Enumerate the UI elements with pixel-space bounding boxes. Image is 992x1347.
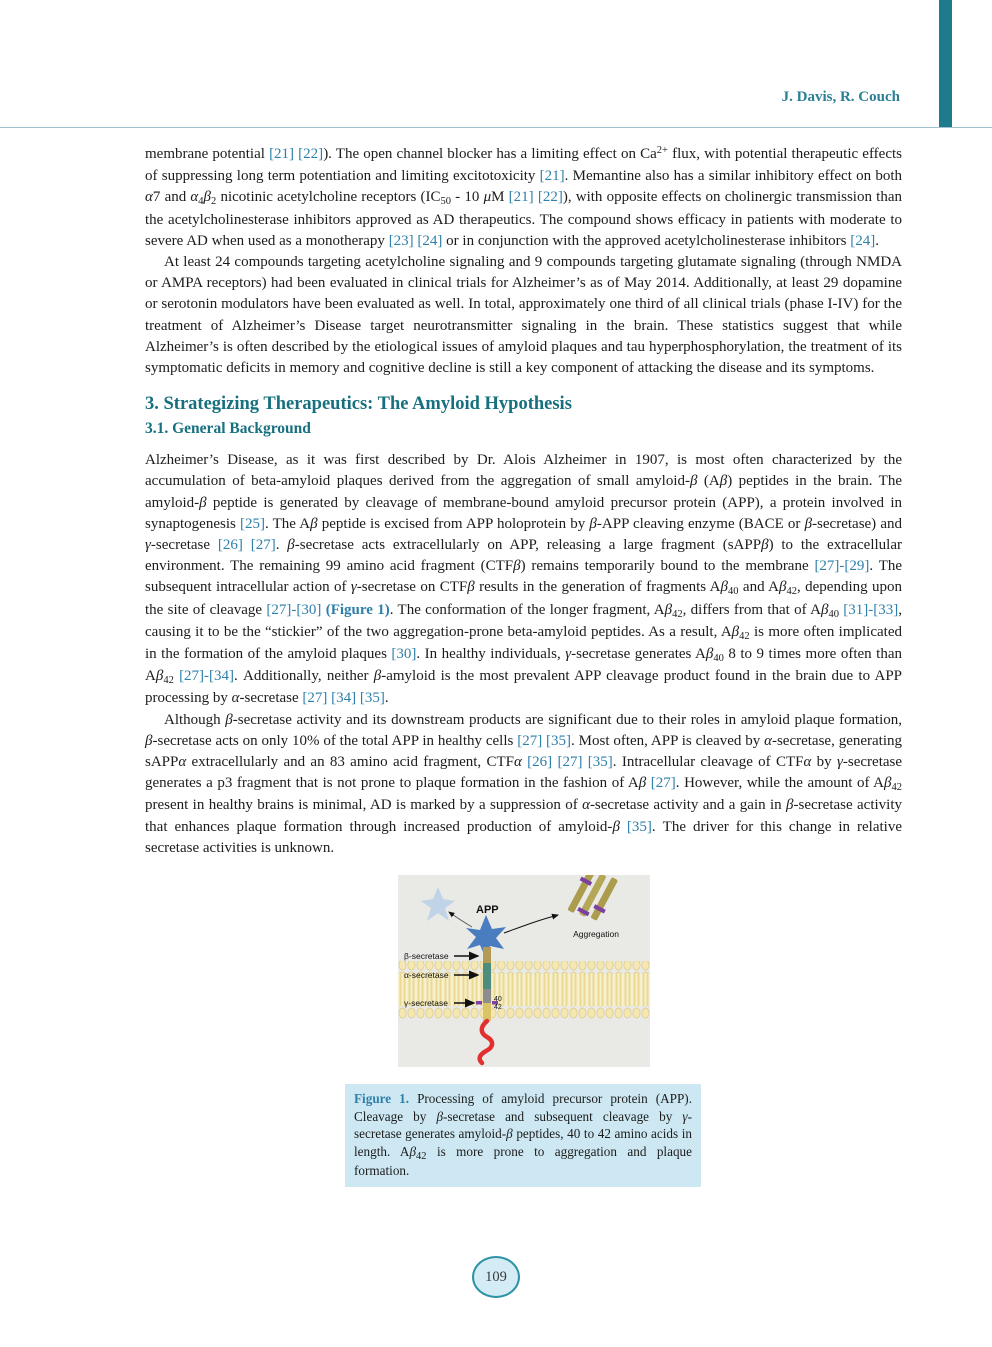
gamma-secretase-label: γ-secretase bbox=[404, 998, 448, 1009]
citation-link[interactable]: [21] [22] bbox=[508, 189, 563, 206]
text-segment: . The subsequent intracellular action of bbox=[145, 558, 903, 596]
text-segment: γ bbox=[565, 646, 572, 663]
citation-link[interactable]: [21] [22] bbox=[269, 146, 324, 162]
section-paragraphs bbox=[145, 450, 902, 859]
text-segment: β bbox=[409, 1143, 417, 1159]
text-segment: β bbox=[203, 189, 212, 206]
text-segment: M bbox=[491, 189, 509, 206]
text-segment: ). The open channel blocker has a limiting effect on Ca bbox=[323, 146, 657, 162]
text-segment: (A bbox=[697, 473, 720, 490]
paragraph bbox=[145, 450, 902, 709]
citation-link[interactable]: [27]-[34] bbox=[179, 668, 235, 685]
text-segment: -secretase generates a p3 fragment that is not prone to plaque formation in the fashion of A bbox=[145, 754, 903, 792]
text-segment: β bbox=[436, 1108, 444, 1124]
text-segment: β bbox=[589, 515, 597, 532]
text-segment: , differs from that of A bbox=[682, 601, 821, 618]
text-segment: peptide is excised from APP holoprotein by bbox=[317, 515, 590, 532]
text-segment: -secretase acts extracellularly on APP, releasing a large fragment (sAPP bbox=[294, 537, 762, 554]
text-segment: 8 to 9 times more often than A bbox=[145, 646, 902, 685]
paragraph bbox=[145, 710, 902, 859]
text-segment: . However, while the amount of A bbox=[675, 775, 885, 792]
figure1-caption bbox=[345, 1084, 701, 1187]
article-content bbox=[145, 144, 902, 1187]
text-segment: . Intracellular cleavage of CTF bbox=[612, 754, 804, 771]
text-segment: α bbox=[582, 797, 590, 814]
app-label: APP bbox=[476, 904, 499, 917]
text-segment: peptide is generated by cleavage of membrane-bound amyloid precursor protein (APP), a protein involved in synaptogenesis bbox=[145, 494, 902, 532]
paragraph bbox=[145, 252, 902, 379]
text-segment: 4 bbox=[198, 196, 204, 208]
text-segment: β bbox=[506, 1126, 513, 1142]
text-segment: . Memantine also has a similar inhibitory effect on both bbox=[564, 168, 902, 185]
text-segment: 42 bbox=[786, 586, 797, 598]
text-segment: is more prone to aggregation and plaque formation. bbox=[354, 1143, 692, 1179]
alpha-secretase-label: α-secretase bbox=[404, 970, 449, 981]
citation-link[interactable]: [27] [35] bbox=[517, 732, 572, 749]
text-segment: β bbox=[719, 473, 728, 490]
text-segment: β bbox=[731, 623, 740, 640]
text-segment: β bbox=[513, 558, 521, 575]
text-segment: -amyloid is the most prevalent APP cleavage product found in the brain due to APP processing by bbox=[145, 668, 903, 707]
aggregation-label: Aggregation bbox=[573, 929, 619, 940]
text-segment: β bbox=[664, 601, 673, 618]
figure-reference[interactable]: Figure 1. bbox=[354, 1091, 410, 1107]
text-segment: α bbox=[764, 732, 772, 749]
text-segment: γ bbox=[682, 1108, 688, 1124]
text-segment: ) remains temporarily bound to the membrane bbox=[520, 558, 815, 575]
text-segment: . The driver for this change in relative secretase activities is unknown. bbox=[145, 818, 902, 856]
citation-link[interactable]: [30] bbox=[391, 646, 417, 663]
corner-accent-bar bbox=[939, 0, 952, 127]
text-segment: α bbox=[145, 189, 153, 206]
text-segment: or in conjunction with the approved acetylcholinesterase inhibitors bbox=[442, 232, 851, 249]
text-segment: β bbox=[638, 775, 647, 792]
page-number-badge: 109 bbox=[472, 1256, 520, 1298]
text-segment: 40 bbox=[713, 653, 724, 665]
text-segment bbox=[620, 819, 627, 835]
text-segment: -secretase bbox=[239, 690, 303, 707]
citation-link[interactable]: [24] bbox=[850, 232, 876, 249]
text-segment: β bbox=[705, 646, 714, 663]
figure1-diagram bbox=[398, 875, 650, 1067]
label-40: 40 bbox=[494, 996, 502, 1004]
text-segment: -secretase generates amyloid- bbox=[354, 1108, 692, 1142]
text-segment: β bbox=[786, 797, 794, 814]
text-segment: β bbox=[155, 668, 164, 685]
text-segment: , causing it to be the “stickier” of the two aggregation-prone beta-amyloid peptides. As a result, A bbox=[145, 601, 903, 640]
citation-link[interactable]: [27] [34] [35] bbox=[302, 690, 385, 707]
text-segment: α bbox=[190, 189, 199, 206]
text-segment: β bbox=[310, 515, 318, 532]
text-segment: γ bbox=[350, 579, 357, 596]
text-segment: β bbox=[145, 732, 153, 749]
text-segment: . Additionally, neither bbox=[234, 668, 374, 685]
text-segment: μ bbox=[483, 189, 492, 206]
text-segment: 42 bbox=[416, 1150, 427, 1162]
text-segment: -secretase activity that enhances plaque formation through increased production of amyloid- bbox=[145, 797, 902, 835]
running-head: J. Davis, R. Couch bbox=[781, 89, 900, 105]
text-segment: β bbox=[779, 579, 787, 596]
text-segment: 42 bbox=[739, 630, 750, 642]
text-segment: -secretase acts on only 10% of the total APP in healthy cells bbox=[152, 732, 518, 749]
text-segment: 2+ bbox=[656, 145, 668, 156]
text-segment: β bbox=[820, 601, 829, 618]
text-segment: β bbox=[612, 818, 620, 835]
text-segment: . Most often, APP is cleaved by bbox=[571, 732, 765, 749]
text-segment: -secretase and subsequent cleavage by bbox=[443, 1108, 683, 1124]
text-segment: , depending upon the site of cleavage bbox=[145, 579, 903, 618]
text-segment: 7 and bbox=[152, 189, 191, 206]
citation-link[interactable]: [27] bbox=[650, 775, 676, 792]
text-segment: 40 bbox=[728, 586, 739, 598]
text-segment: . bbox=[275, 537, 288, 554]
text-segment: 42 bbox=[672, 608, 683, 620]
text-segment: ) peptides in the brain. The amyloid- bbox=[145, 473, 902, 511]
citation-link[interactable]: [27]-[30] bbox=[266, 601, 322, 618]
text-segment: α bbox=[231, 690, 240, 707]
paragraph bbox=[145, 144, 902, 252]
text-segment: flux, with potential therapeutic effects of suppressing long term potentiation and limiting excitotoxicity bbox=[145, 146, 902, 185]
citation-link[interactable]: [21] bbox=[539, 168, 565, 185]
subsection-heading: 3.1. General Background bbox=[145, 420, 311, 438]
text-segment: by bbox=[811, 754, 837, 771]
text-segment: . bbox=[875, 232, 879, 249]
figure-reference[interactable]: (Figure 1) bbox=[325, 601, 390, 618]
citation-link[interactable]: [26] [27] bbox=[217, 537, 276, 554]
text-segment: . In healthy individuals, bbox=[416, 646, 566, 663]
text-segment: ), with opposite effects on cholinergic transmission than the acetylcholinesterase inhibitors approved as AD therapeutics. The compound shows efficacy in patients with moderate to severe AD when used as a monotherapy bbox=[145, 189, 902, 249]
text-segment: and A bbox=[738, 579, 779, 596]
citation-link[interactable]: [26] [27] [35] bbox=[527, 754, 613, 771]
text-segment: . The A bbox=[264, 515, 311, 532]
text-segment: . The conformation of the longer fragment, A bbox=[389, 601, 665, 618]
text-segment: ) to the extracellular environment. The remaining 99 amino acid fragment (CTF bbox=[145, 537, 902, 575]
citation-link[interactable]: [27]-[29] bbox=[814, 558, 870, 575]
text-segment: Although bbox=[164, 711, 226, 728]
text-segment: α bbox=[803, 754, 812, 771]
text-segment: γ bbox=[836, 754, 843, 771]
text-segment: -secretase on CTF bbox=[356, 579, 468, 596]
text-segment: Processing of amyloid precursor protein (APP). Cleavage by bbox=[354, 1091, 692, 1124]
text-segment: 2 bbox=[211, 196, 217, 208]
header-divider bbox=[0, 127, 992, 128]
text-segment: 42 bbox=[163, 675, 174, 687]
text-segment: peptides, 40 to 42 amino acids in length. A bbox=[354, 1126, 692, 1159]
text-segment: -secretase bbox=[150, 537, 218, 554]
text-segment: -APP cleaving enzyme (BACE or bbox=[596, 515, 805, 532]
text-segment: α bbox=[178, 754, 187, 771]
text-segment: nicotinic acetylcholine receptors (IC bbox=[216, 189, 441, 206]
text-segment: -secretase) and bbox=[812, 515, 902, 532]
text-segment: γ bbox=[145, 537, 151, 554]
text-segment: β bbox=[804, 515, 813, 532]
text-segment: β bbox=[720, 579, 729, 596]
citation-link[interactable]: [31]-[33] bbox=[843, 601, 899, 618]
text-segment: 42 bbox=[891, 782, 903, 794]
text-segment: -secretase activity and a gain in bbox=[589, 797, 787, 814]
text-segment: results in the generation of fragments A bbox=[474, 579, 721, 596]
text-segment: β bbox=[884, 775, 892, 792]
text-segment: β bbox=[287, 537, 295, 554]
citation-link[interactable]: [25] bbox=[239, 515, 265, 532]
text-segment: -secretase, generating sAPP bbox=[145, 732, 902, 771]
beta-secretase-label: β-secretase bbox=[404, 951, 449, 962]
text-segment: At least 24 compounds targeting acetylcholine signaling and 9 compounds targeting glutamate signaling (through NMDA or AMPA receptors) had been evaluated in clinical trials for Alzheimer’s as of May 2014. Additionally, at least 29 dopamine or serotonin modulators have been evaluated as well. In total, approximately one third of all clinical trials (phase I-IV) for the treatment of Alzheimer’s Disease target neurotransmitter signaling in the brain. These statistics suggest that while Alzheimer’s is often described by the etiological issues of amyloid plaques and tau hyperphosphorylation, the treatment of its symptomatic deficits in memory and cognitive decline is still a key component of attacking the disease and its symptoms. bbox=[145, 254, 902, 377]
section-heading: 3. Strategizing Therapeutics: The Amyloid Hypothesis bbox=[145, 394, 572, 415]
text-segment: -secretase activity and its downstream products are significant due to their roles in amyloid plaque formation, bbox=[232, 711, 902, 728]
text-segment: β bbox=[199, 494, 207, 511]
citation-link[interactable]: [35] bbox=[626, 818, 652, 835]
text-segment: α bbox=[513, 754, 522, 771]
text-segment: 50 bbox=[440, 196, 451, 208]
text-segment: β bbox=[761, 537, 769, 554]
text-segment: 40 bbox=[828, 608, 839, 620]
text-segment: present in healthy brains is minimal, AD is marked by a suppression of bbox=[145, 797, 583, 814]
text-segment: . bbox=[384, 690, 389, 707]
citation-link[interactable]: [23] [24] bbox=[388, 232, 443, 249]
text-segment: -secretase generates A bbox=[571, 646, 706, 663]
figure1 bbox=[398, 875, 650, 1072]
text-segment: membrane potential bbox=[145, 146, 270, 162]
text-segment: extracellularly and an 83 amino acid fragment, CTF bbox=[186, 754, 514, 771]
text-segment: β bbox=[690, 473, 698, 490]
text-segment: β bbox=[467, 579, 475, 596]
text-segment: β bbox=[373, 668, 382, 685]
text-segment: is more often implicated in the formation of the amyloid plaques bbox=[145, 623, 902, 663]
intro-paragraphs bbox=[145, 144, 902, 379]
text-segment: - 10 bbox=[450, 189, 484, 206]
text-segment: β bbox=[225, 711, 233, 728]
label-42: 42 bbox=[494, 1004, 502, 1012]
text-segment: Alzheimer’s Disease, as it was first described by Dr. Alois Alzheimer in 1907, is most often characterized by the accumulation of beta-amyloid plaques derived from the aggregation of small amyloid- bbox=[145, 452, 902, 490]
